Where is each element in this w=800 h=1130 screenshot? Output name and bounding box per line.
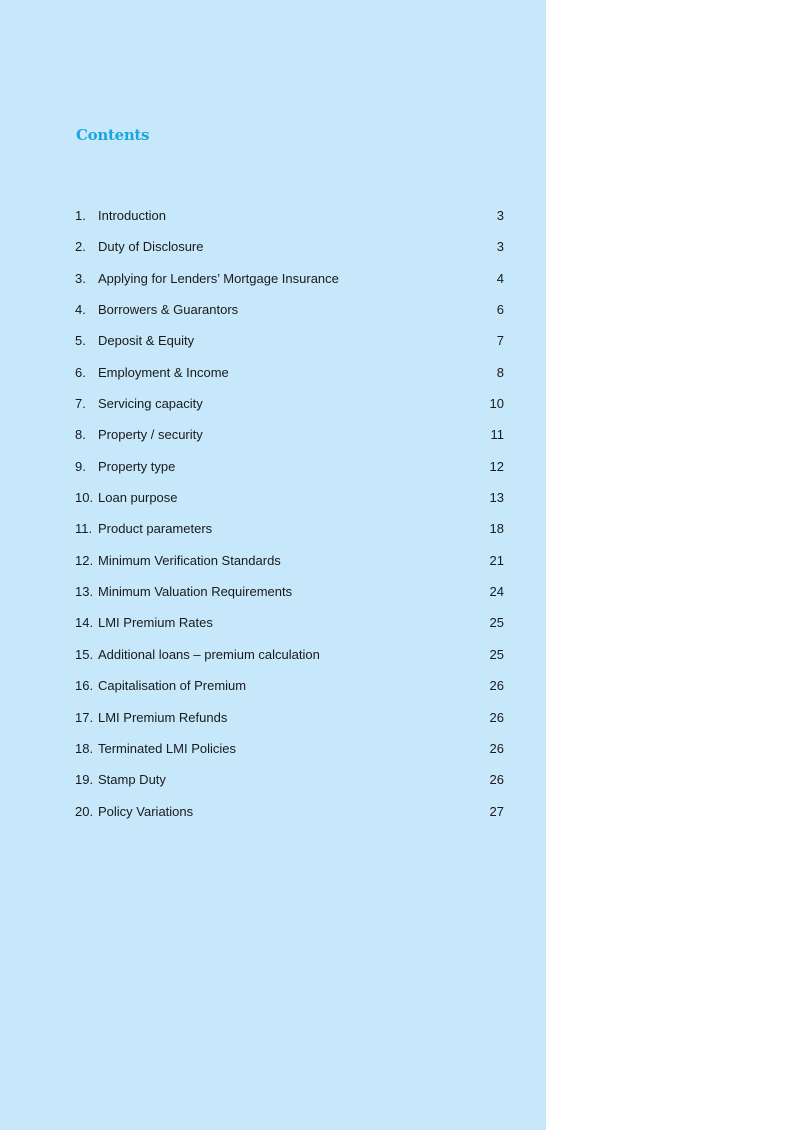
toc-entry[interactable] (75, 647, 504, 678)
toc-entry-number: 12. (75, 552, 94, 568)
toc-entry-page-number: 4 (496, 270, 504, 286)
toc-entry-page-number: 7 (496, 333, 504, 349)
toc-entry[interactable] (75, 584, 504, 615)
toc-entry-page-number: 24 (489, 584, 504, 600)
toc-entry-page-number: 26 (489, 772, 504, 788)
toc-entry-title: Additional loans – premium calculation (98, 646, 320, 662)
toc-entry-page-number: 13 (489, 490, 504, 506)
toc-entry[interactable] (75, 741, 504, 772)
toc-entry-title: Loan purpose (98, 490, 178, 506)
toc-entry-title: Capitalisation of Premium (98, 678, 247, 694)
toc-entry-title: Introduction (98, 208, 166, 223)
toc-entry-title: Property type (98, 458, 176, 474)
toc-entry-title: Borrowers & Guarantors (98, 302, 239, 318)
toc-entry-number: 14. (75, 615, 94, 631)
toc-entry-number: 15. (75, 646, 94, 662)
toc-entry[interactable] (75, 427, 504, 458)
toc-entry-title: Employment & Income (98, 364, 229, 380)
toc-entry-title: Deposit & Equity (98, 333, 195, 349)
toc-entry-page-number: 12 (489, 458, 504, 474)
toc-entry-number: 19. (75, 772, 94, 788)
toc-entry[interactable] (75, 521, 504, 552)
toc-entry-number: 20. (75, 803, 94, 819)
toc-entry-page-number: 27 (489, 803, 504, 819)
toc-entry-number: 2. (75, 239, 86, 255)
toc-entry[interactable] (75, 804, 504, 835)
toc-entry-title: Terminated LMI Policies (98, 740, 236, 756)
toc-entry[interactable] (75, 365, 504, 396)
toc-entry-page-number: 25 (489, 646, 504, 662)
toc-entry-title: Servicing capacity (98, 396, 203, 412)
toc-entry-page-number: 18 (489, 521, 504, 537)
toc-entry[interactable] (75, 302, 504, 333)
toc-entry-title: Policy Variations (98, 803, 194, 819)
toc-entry-page-number: 3 (496, 208, 504, 223)
toc-entry[interactable] (75, 710, 504, 741)
toc-entry-page-number: 26 (489, 709, 504, 725)
toc-entry-number: 1. (75, 208, 86, 223)
toc-entry-page-number: 26 (489, 740, 504, 756)
toc-entry-page-number: 11 (490, 427, 504, 443)
toc-entry-number: 13. (75, 584, 94, 600)
contents-heading: Contents (76, 126, 150, 144)
toc-entry[interactable] (75, 271, 504, 302)
toc-entry-number: 3. (75, 270, 86, 286)
toc-entry-title: Duty of Disclosure (98, 239, 204, 255)
toc-entry-title: Minimum Verification Standards (98, 552, 281, 568)
toc-entry[interactable] (75, 459, 504, 490)
toc-entry-page-number: 3 (496, 239, 504, 255)
toc-entry-title: Property / security (98, 427, 203, 443)
toc-entry[interactable] (75, 490, 504, 521)
toc-entry[interactable] (75, 772, 504, 803)
toc-entry-number: 18. (75, 740, 94, 756)
toc-entry-page-number: 6 (496, 302, 504, 318)
toc-entry-title: LMI Premium Refunds (98, 709, 228, 725)
toc-entry-page-number: 8 (496, 364, 504, 380)
toc-entry-page-number: 21 (489, 552, 504, 568)
toc-entry-page-number: 25 (489, 615, 504, 631)
toc-entry-page-number: 10 (489, 396, 504, 412)
toc-entry-number: 8. (75, 427, 86, 443)
toc-entry-number: 7. (75, 396, 86, 412)
toc-entry[interactable] (75, 239, 504, 270)
toc-entry-number: 11. (75, 521, 93, 537)
toc-entry-title: Minimum Valuation Requirements (98, 584, 293, 600)
toc-entry-page-number: 26 (489, 678, 504, 694)
toc-entry-title: Product parameters (98, 521, 213, 537)
toc-entry[interactable] (75, 678, 504, 709)
toc-entry-title: LMI Premium Rates (98, 615, 213, 631)
toc-entry-number: 9. (75, 458, 86, 474)
toc-entry-title: Stamp Duty (98, 772, 166, 788)
toc-entry-number: 6. (75, 364, 86, 380)
toc-entry-title: Applying for Lenders’ Mortgage Insurance (98, 270, 339, 286)
toc-entry[interactable] (75, 553, 504, 584)
toc-entry-number: 5. (75, 333, 86, 349)
table-of-contents (75, 208, 504, 835)
toc-entry[interactable] (75, 396, 504, 427)
toc-entry-number: 4. (75, 302, 86, 318)
toc-entry-number: 17. (75, 709, 94, 725)
toc-entry-number: 16. (75, 678, 94, 694)
toc-entry[interactable] (75, 333, 504, 364)
toc-entry[interactable] (75, 615, 504, 646)
toc-entry-number: 10. (75, 490, 94, 506)
toc-entry[interactable] (75, 208, 504, 239)
